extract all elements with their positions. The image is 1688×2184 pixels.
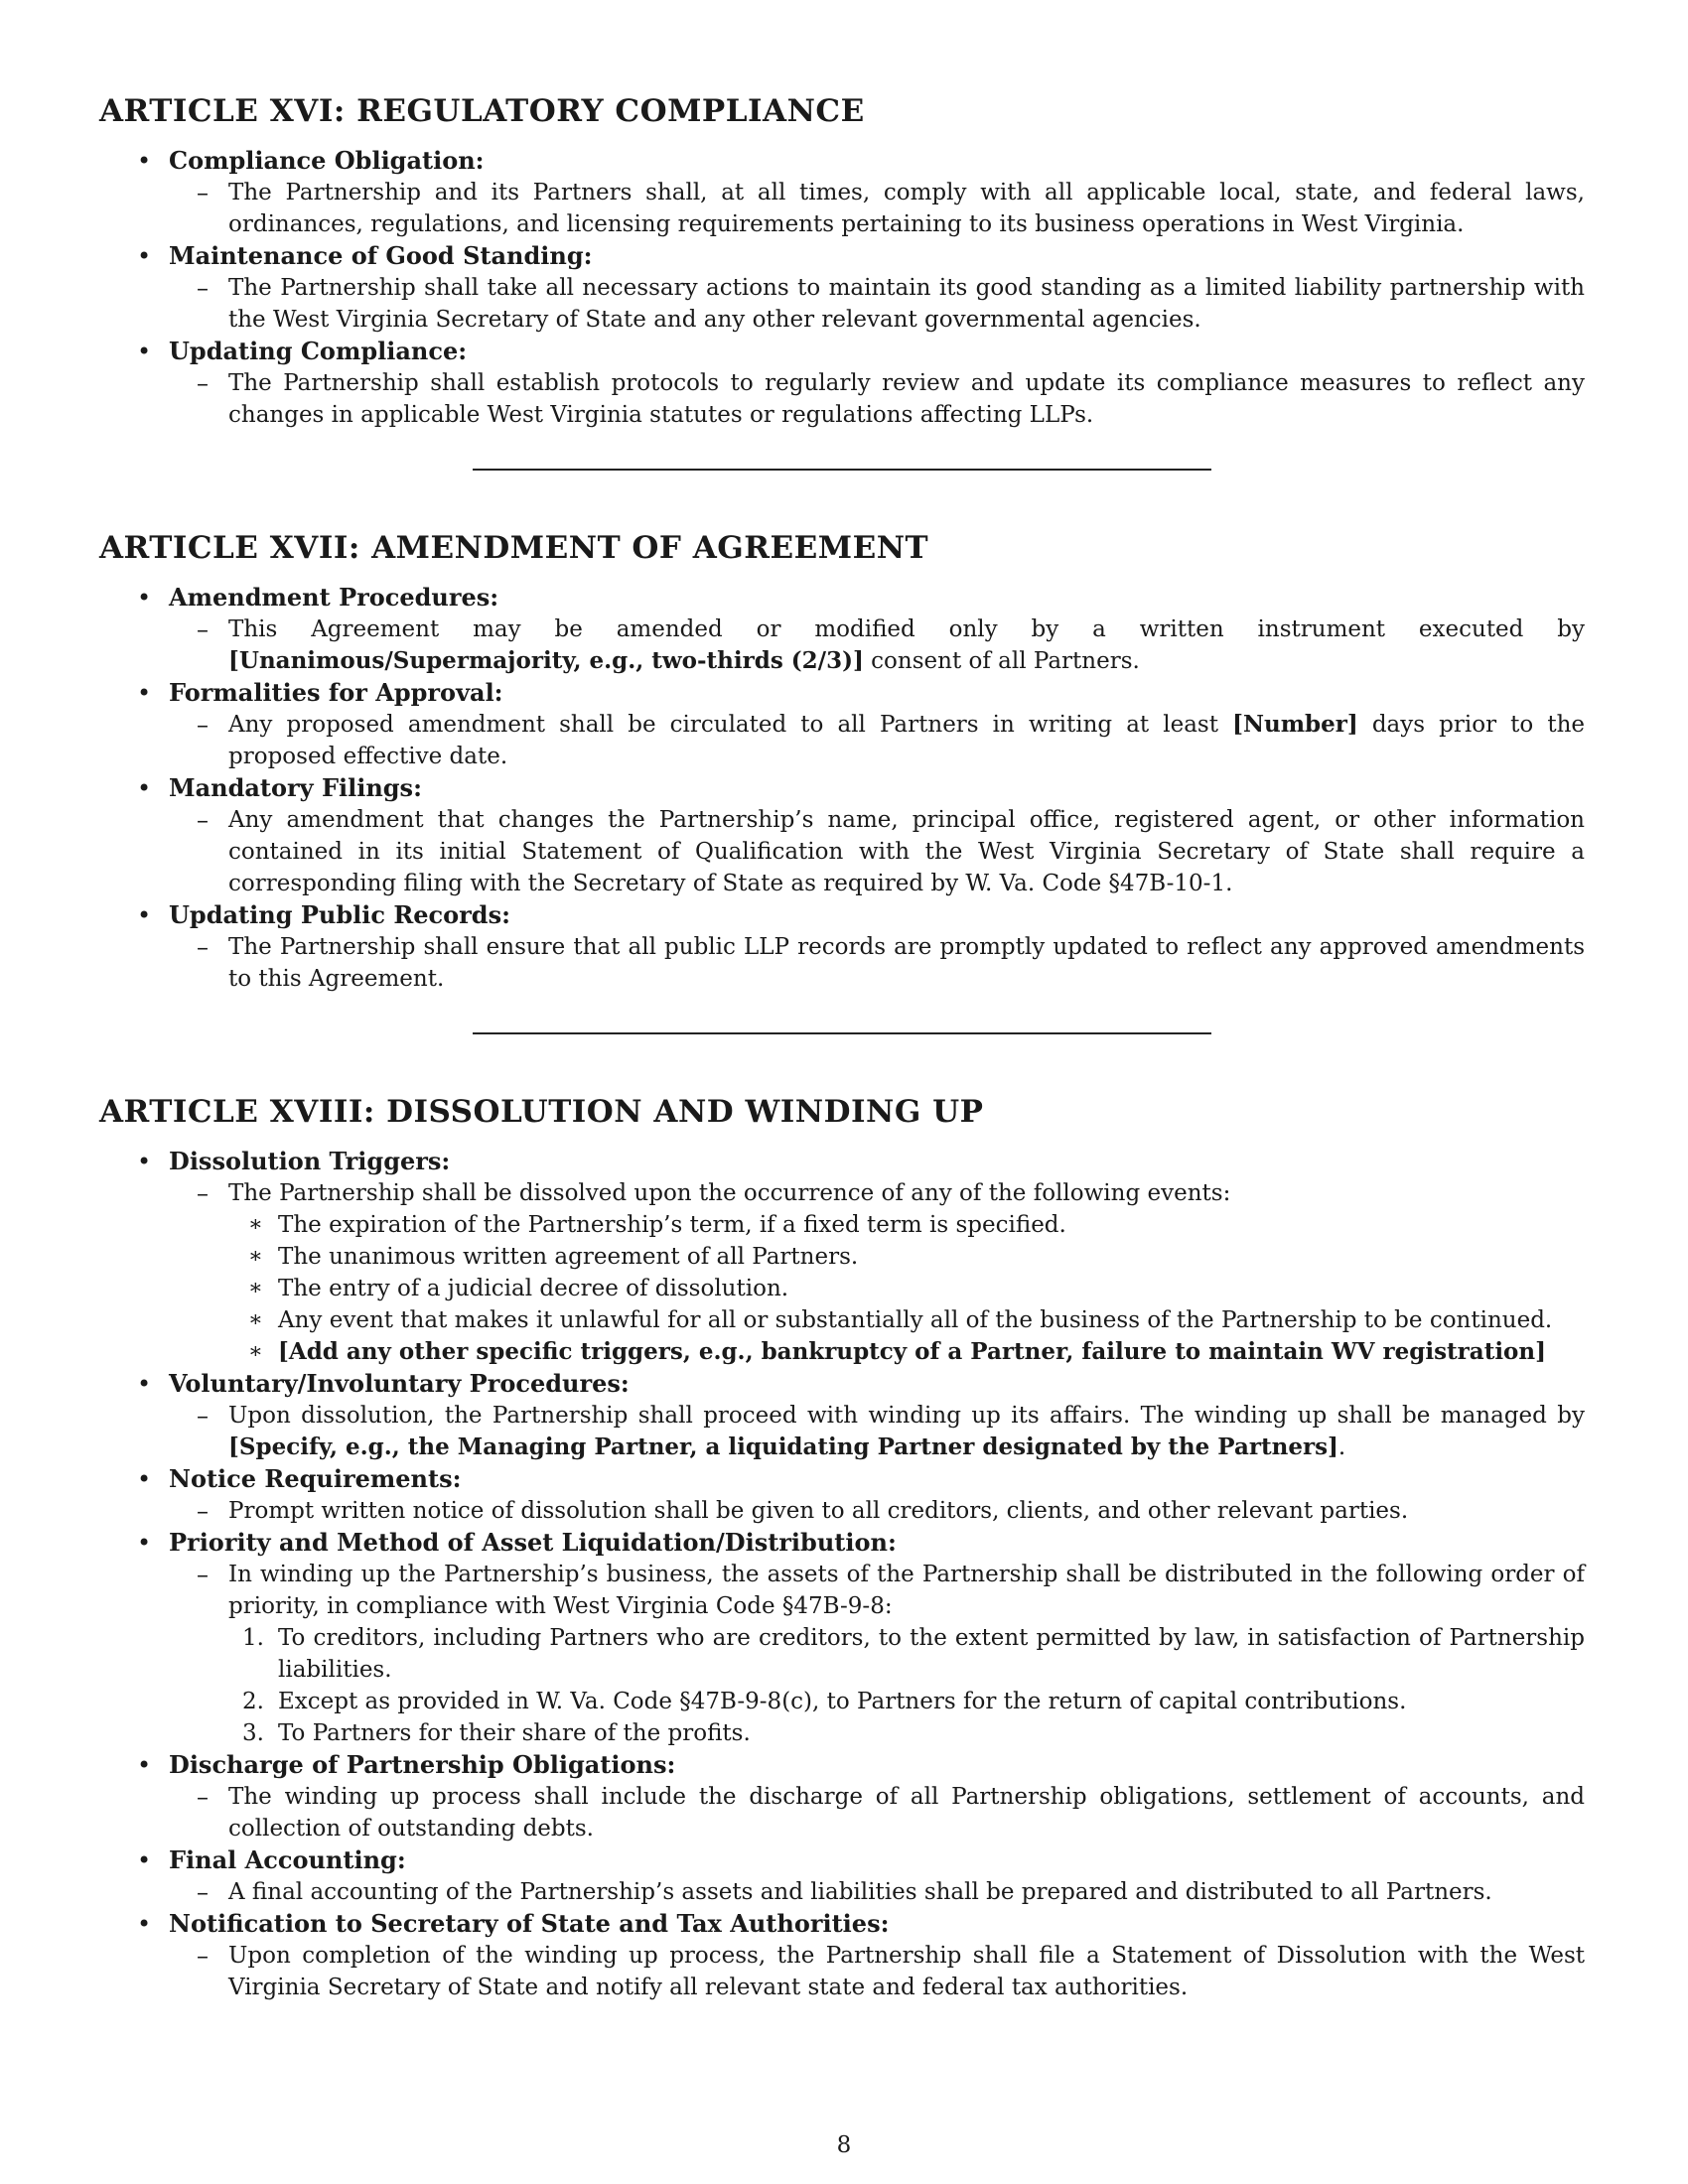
list-number: 2. — [242, 1689, 264, 1714]
section-heading: Final Accounting: — [169, 1845, 406, 1874]
section-heading: Amendment Procedures: — [169, 583, 499, 612]
list-item — [99, 1527, 1585, 1749]
list-item — [99, 582, 1585, 677]
star-bullet-icon: ∗ — [248, 1212, 263, 1237]
section-text: The Partnership and its Partners shall, at all times, comply with all applicable local, state, and federal laws, ordinances, regulations, and licensing requirements pertaining to its business operations in West Virginia. — [228, 180, 1585, 237]
trigger-item: Any event that makes it unlawful for all or substantially all of the business of the Partnership to be continued. — [278, 1307, 1553, 1333]
dash-icon: – — [197, 1942, 209, 1970]
dash-icon: – — [197, 369, 209, 397]
section-heading: Voluntary/Involuntary Procedures: — [169, 1369, 630, 1398]
dash-icon: – — [197, 179, 209, 206]
section-text: The Partnership shall be dissolved upon the occurrence of any of the following events: — [228, 1180, 1231, 1206]
dash-icon: – — [197, 615, 209, 643]
list-item — [99, 240, 1585, 336]
list-item — [99, 1368, 1585, 1463]
section-heading: Priority and Method of Asset Liquidation/Distribution: — [169, 1528, 897, 1557]
bullet-icon: • — [137, 774, 152, 802]
dash-icon: – — [197, 1561, 209, 1588]
list-item — [99, 1908, 1585, 2003]
list-item — [99, 677, 1585, 772]
section-text: Any proposed amendment shall be circulated to all Partners in writing at least [Number] days prior to the proposed effective date. — [228, 711, 1585, 769]
section-text: Upon completion of the winding up process, the Partnership shall file a Statement of Dissolution with the West Virginia Secretary of State and notify all relevant state and federal tax authorities. — [228, 1943, 1585, 2000]
trigger-list — [228, 1209, 1585, 1368]
trigger-item: The unanimous written agreement of all Partners. — [278, 1244, 859, 1270]
bullet-icon: • — [137, 1846, 152, 1874]
bullet-icon: • — [137, 338, 152, 365]
bullet-icon: • — [137, 242, 152, 270]
bullet-icon: • — [137, 1148, 152, 1175]
section-heading: Notice Requirements: — [169, 1464, 462, 1493]
section-text: The Partnership shall establish protocols to regularly review and update its compliance measures to reflect any changes in applicable West Virginia statutes or regulations affecting LLPs. — [228, 370, 1585, 428]
section-heading: Mandatory Filings: — [169, 773, 422, 802]
list-item — [99, 1463, 1585, 1527]
trigger-item: The entry of a judicial decree of dissolution. — [278, 1276, 789, 1301]
section-heading: Compliance Obligation: — [169, 146, 485, 175]
section-text: Upon dissolution, the Partnership shall proceed with winding up its affairs. The winding up shall be managed by [Specify, e.g., the Managing Partner, a liquidating Partner designated by the Partners]. — [228, 1403, 1585, 1460]
section-text: The Partnership shall ensure that all public LLP records are promptly updated to reflect any approved amendments to this Agreement. — [228, 934, 1585, 992]
dash-icon: – — [197, 711, 209, 739]
bullet-icon: • — [137, 1370, 152, 1398]
bullet-icon: • — [137, 1751, 152, 1779]
list-item — [99, 1749, 1585, 1844]
article-xvii-list — [99, 582, 1585, 995]
article-xviii-title: ARTICLE XVIII: DISSOLUTION AND WINDING UP — [99, 1094, 984, 1130]
trigger-item — [278, 1336, 1585, 1368]
section-heading: Updating Public Records: — [169, 900, 510, 929]
section-heading: Maintenance of Good Standing: — [169, 241, 593, 270]
section-heading: Dissolution Triggers: — [169, 1147, 451, 1175]
star-bullet-icon: ∗ — [248, 1276, 263, 1300]
star-bullet-icon: ∗ — [248, 1244, 263, 1269]
section-heading: Notification to Secretary of State and Tax Authorities: — [169, 1909, 890, 1938]
list-item — [99, 899, 1585, 995]
list-number: 1. — [242, 1625, 264, 1651]
list-item — [99, 336, 1585, 431]
section-text: The winding up process shall include the discharge of all Partnership obligations, settlement of accounts, and collection of outstanding debts. — [228, 1784, 1585, 1842]
dash-icon: – — [197, 806, 209, 834]
bullet-icon: • — [137, 584, 152, 612]
document-page — [99, 91, 1585, 2003]
section-heading: Updating Compliance: — [169, 337, 468, 365]
bullet-icon: • — [137, 1465, 152, 1493]
article-xviii — [99, 1092, 1585, 2003]
section-text: This Agreement may be amended or modified only by a written instrument executed by [Unanimous/Supermajority, e.g., two-thirds (2/3)] consent of all Partners. — [228, 616, 1585, 674]
dash-icon: – — [197, 1179, 209, 1207]
priority-item: To creditors, including Partners who are creditors, to the extent permitted by law, in satisfaction of Partnership liabilities. — [278, 1625, 1585, 1683]
list-item — [99, 772, 1585, 899]
page-number: 8 — [836, 2132, 852, 2158]
trigger-item: The expiration of the Partnership’s term, if a fixed term is specified. — [278, 1212, 1066, 1238]
section-text: A final accounting of the Partnership’s assets and liabilities shall be prepared and distributed to all Partners. — [228, 1879, 1492, 1905]
section-text: In winding up the Partnership’s business, the assets of the Partnership shall be distributed in the following order of priority, in compliance with West Virginia Code §47B-9-8: — [228, 1562, 1585, 1619]
list-item — [99, 1844, 1585, 1908]
section-text: Any amendment that changes the Partnership’s name, principal office, registered agent, or other information contained in its initial Statement of Qualification with the West Virginia Secretary of State shall require a corresponding filing with the Secretary of State as required by W. Va. Code §47B-10-1. — [228, 807, 1585, 896]
section-divider — [473, 1032, 1211, 1034]
article-xvi-title: ARTICLE XVI: REGULATORY COMPLIANCE — [99, 93, 865, 129]
article-xvii-title: ARTICLE XVII: AMENDMENT OF AGREEMENT — [99, 530, 929, 566]
dash-icon: – — [197, 933, 209, 961]
priority-list — [228, 1622, 1585, 1749]
priority-item: To Partners for their share of the profits. — [278, 1720, 751, 1746]
bullet-icon: • — [137, 147, 152, 175]
dash-icon: – — [197, 274, 209, 302]
section-heading: Formalities for Approval: — [169, 678, 503, 707]
article-xvii — [99, 528, 1585, 995]
section-text: Prompt written notice of dissolution shall be given to all creditors, clients, and other relevant parties. — [228, 1498, 1409, 1524]
star-bullet-icon: ∗ — [248, 1307, 263, 1332]
bullet-icon: • — [137, 1529, 152, 1557]
section-text: The Partnership shall take all necessary actions to maintain its good standing as a limited liability partnership with the West Virginia Secretary of State and any other relevant governmental agencies. — [228, 275, 1585, 333]
priority-item: Except as provided in W. Va. Code §47B-9-8(c), to Partners for the return of capital contributions. — [278, 1689, 1407, 1714]
dash-icon: – — [197, 1783, 209, 1811]
article-xvi — [99, 91, 1585, 431]
article-xviii-list — [99, 1146, 1585, 2003]
section-heading: Discharge of Partnership Obligations: — [169, 1750, 676, 1779]
article-xvi-list — [99, 145, 1585, 431]
bullet-icon: • — [137, 679, 152, 707]
placeholder-text: [Number] — [1232, 711, 1358, 738]
list-item — [99, 145, 1585, 240]
dash-icon: – — [197, 1402, 209, 1430]
star-bullet-icon: ∗ — [248, 1339, 263, 1364]
list-number: 3. — [242, 1720, 264, 1746]
bullet-icon: • — [137, 901, 152, 929]
section-divider — [473, 469, 1211, 471]
list-item — [99, 1146, 1585, 1368]
placeholder-text: [Add any other specific triggers, e.g., bankruptcy of a Partner, failure to maintain WV registration] — [278, 1338, 1547, 1365]
bullet-icon: • — [137, 1910, 152, 1938]
placeholder-text: [Specify, e.g., the Managing Partner, a liquidating Partner designated by the Partners] — [228, 1433, 1338, 1460]
dash-icon: – — [197, 1497, 209, 1525]
placeholder-text: [Unanimous/Supermajority, e.g., two-thirds (2/3)] — [228, 647, 864, 674]
dash-icon: – — [197, 1878, 209, 1906]
